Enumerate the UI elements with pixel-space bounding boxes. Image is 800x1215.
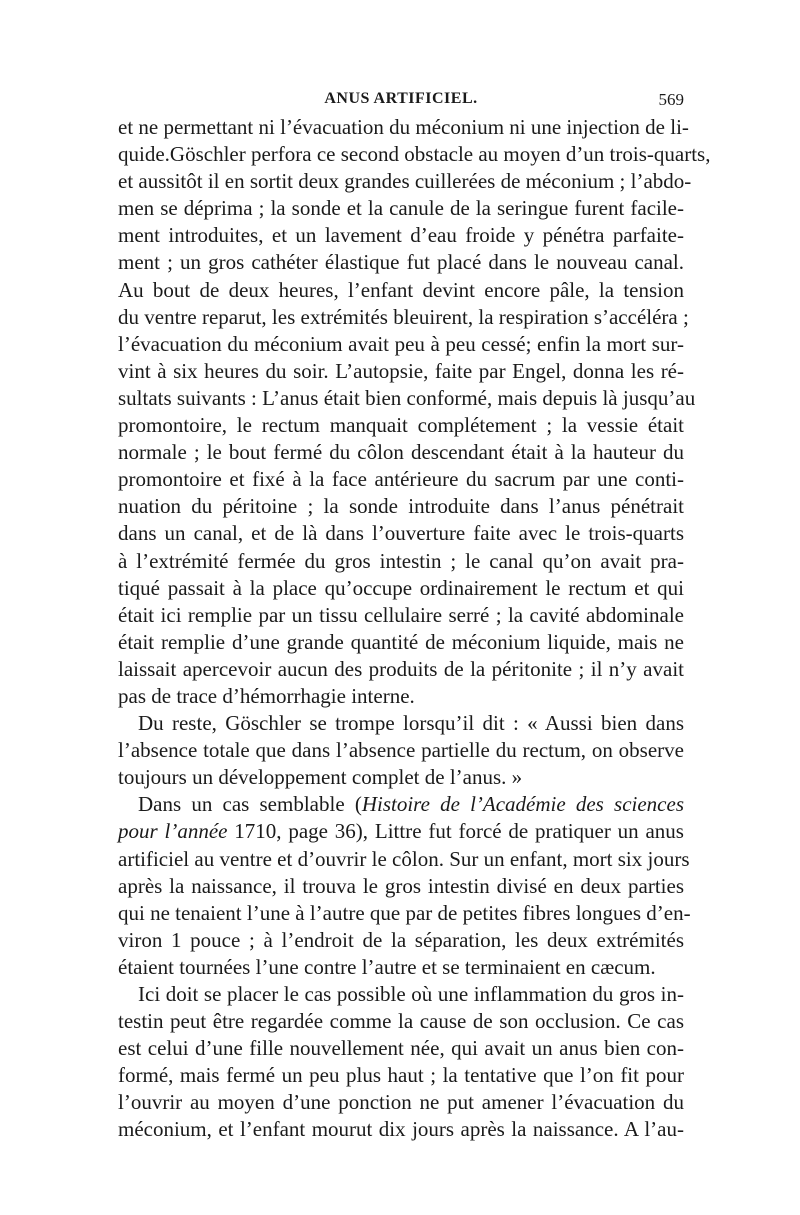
text-line: était ici remplie par un tissu cellulaire serré ; la cavité abdominale xyxy=(118,602,684,627)
text-line: est celui d’une fille nouvellement née, qui avait un anus bien con- xyxy=(118,1036,684,1061)
text-line-with-citation xyxy=(118,818,684,845)
text-line: l’ouvrir au moyen d’une ponction ne put amener l’évacuation du xyxy=(118,1090,684,1115)
text-line: l’évacuation du méconium avait peu à peu cessé; enfin la mort sur- xyxy=(118,331,684,356)
text-segment: Dans un cas semblable ( xyxy=(138,792,362,817)
text-line: tiqué passait à la place qu’occupe ordinairement le rectum et qui xyxy=(118,575,684,600)
text-line: à l’extrémité fermée du gros intestin ; le canal qu’on avait pra- xyxy=(118,548,684,573)
text-line: formé, mais fermé un peu plus haut ; la tentative que l’on fit pour xyxy=(118,1063,684,1088)
text-line: normale ; le bout fermé du côlon descendant était à la hauteur du xyxy=(118,440,684,465)
text-line-with-citation xyxy=(118,791,684,818)
text-line: et ne permettant ni l’évacuation du méconium ni une injection de li- xyxy=(118,115,689,139)
text-line: sultats suivants : L’anus était bien conformé, mais depuis là jusqu’au xyxy=(118,385,696,410)
text-line: méconium, et l’enfant mourut dix jours après la naissance. A l’au- xyxy=(118,1117,684,1142)
text-line: du ventre reparut, les extrémités bleuirent, la respiration s’accéléra ; xyxy=(118,304,689,329)
text-segment: 1710, page 36), Littre fut forcé de pratiquer un anus xyxy=(227,819,684,844)
text-line: laissait apercevoir aucun des produits de la péritonite ; il n’y avait xyxy=(118,656,684,681)
text-line: promontoire, le rectum manquait complétement ; la vessie était xyxy=(118,413,684,438)
running-head xyxy=(118,86,684,116)
text-line: dans un canal, et de là dans l’ouverture faite avec le trois-quarts xyxy=(118,521,684,546)
text-line: après la naissance, il trouva le gros intestin divisé en deux parties xyxy=(118,873,684,898)
text-line: testin peut être regardée comme la cause de son occlusion. Ce cas xyxy=(118,1009,684,1034)
text-line: était remplie d’une grande quantité de méconium liquide, mais ne xyxy=(118,629,684,654)
text-body xyxy=(118,114,711,1144)
text-line: quide.Göschler perfora ce second obstacle au moyen d’un trois-quarts, xyxy=(118,142,711,167)
page-number: 569 xyxy=(658,90,684,109)
text-line: étaient tournées l’une contre l’autre et se terminaient en cæcum. xyxy=(118,954,656,979)
text-line: Ici doit se placer le cas possible où une inflammation du gros in- xyxy=(138,982,684,1006)
text-line: nuation du péritoine ; la sonde introduite dans l’anus pénétrait xyxy=(118,494,684,519)
text-line: Du reste, Göschler se trompe lorsqu’il dit : « Aussi bien dans xyxy=(138,711,684,736)
text-line: pas de trace d’hémorrhagie interne. xyxy=(118,683,415,708)
text-line: vint à six heures du soir. L’autopsie, faite par Engel, donna les ré- xyxy=(118,358,684,383)
citation-title: Histoire de l’Académie des sciences xyxy=(361,792,684,817)
text-line: et aussitôt il en sortit deux grandes cuillerées de méconium ; l’abdo- xyxy=(118,169,692,194)
text-line: qui ne tenaient l’une à l’autre que par de petites fibres longues d’en- xyxy=(118,900,691,925)
text-line: ment introduites, et un lavement d’eau froide y pénétra parfaite- xyxy=(118,223,684,248)
text-line: toujours un développement complet de l’anus. » xyxy=(118,765,523,790)
text-line: artificiel au ventre et d’ouvrir le côlon. Sur un enfant, mort six jours xyxy=(118,846,690,871)
text-line: ment ; un gros cathéter élastique fut placé dans le nouveau canal. xyxy=(118,250,684,275)
text-line: Au bout de deux heures, l’enfant devint encore pâle, la tension xyxy=(118,277,684,302)
citation-title: pour l’année xyxy=(118,819,228,844)
text-line: men se déprima ; la sonde et la canule de la seringue furent facile- xyxy=(118,196,684,221)
text-line: l’absence totale que dans l’absence partielle du rectum, on observe xyxy=(118,738,684,763)
text-line: promontoire et fixé à la face antérieure du sacrum par une conti- xyxy=(118,467,684,492)
running-title: ANUS ARTIFICIEL. xyxy=(324,90,478,107)
text-line: viron 1 pouce ; à l’endroit de la séparation, les deux extrémités xyxy=(118,927,684,952)
